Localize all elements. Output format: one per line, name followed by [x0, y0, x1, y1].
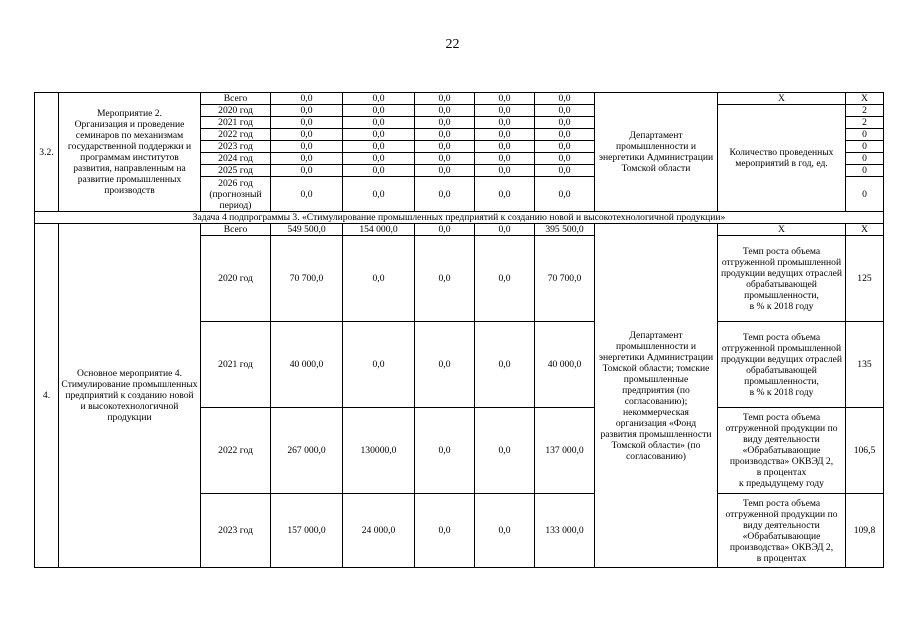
value-cell: 0,0 [535, 117, 595, 129]
year-cell: 2024 год [201, 153, 271, 165]
value-cell: 0,0 [343, 165, 415, 177]
target-cell: 0 [846, 165, 884, 177]
value-cell: 0,0 [271, 117, 343, 129]
year-cell: 2022 год [201, 129, 271, 141]
value-cell: 0,0 [415, 494, 475, 568]
year-cell: 2025 год [201, 165, 271, 177]
value-cell: 0,0 [343, 322, 415, 408]
target-cell: 0 [846, 141, 884, 153]
value-cell: 0,0 [415, 165, 475, 177]
indicator-cell: Темп роста объема отгруженной продукции по виду деятельности «Обрабатывающие производства» ОКВЭД 2, в процентах к предыдущему году [718, 408, 846, 494]
value-cell: 157 000,0 [271, 494, 343, 568]
target-cell: Х [846, 93, 884, 105]
value-cell: 70 700,0 [535, 236, 595, 322]
value-cell: 0,0 [343, 141, 415, 153]
year-cell: 2022 год [201, 408, 271, 494]
value-cell: 0,0 [415, 129, 475, 141]
value-cell: 0,0 [343, 105, 415, 117]
value-cell: 0,0 [535, 141, 595, 153]
value-cell: 0,0 [535, 165, 595, 177]
year-cell: 2020 год [201, 105, 271, 117]
value-cell: 395 500,0 [535, 224, 595, 236]
value-cell: 267 000,0 [271, 408, 343, 494]
value-cell: 40 000,0 [535, 322, 595, 408]
indicator-cell: Х [718, 93, 846, 105]
indicator-cell: Количество проведенных мероприятий в год, ед. [718, 105, 846, 212]
year-cell: 2021 год [201, 322, 271, 408]
target-cell: 2 [846, 105, 884, 117]
value-cell: 0,0 [475, 117, 535, 129]
value-cell: 0,0 [535, 105, 595, 117]
value-cell: 0,0 [343, 93, 415, 105]
value-cell: 0,0 [535, 129, 595, 141]
value-cell: 0,0 [415, 141, 475, 153]
year-cell: Всего [201, 93, 271, 105]
value-cell: 154 000,0 [343, 224, 415, 236]
table-row [35, 224, 884, 236]
row-number: 3.2. [35, 93, 59, 212]
task-heading: Задача 4 подпрограммы 3. «Стимулирование промышленных предприятий к созданию новой и высокотехнологичной продукции» [35, 212, 884, 224]
value-cell: 0,0 [271, 141, 343, 153]
value-cell: 0,0 [535, 177, 595, 212]
table-row [35, 93, 884, 105]
page-number: 22 [445, 37, 460, 52]
value-cell: 0,0 [343, 129, 415, 141]
value-cell: 0,0 [475, 236, 535, 322]
target-cell: 106,5 [846, 408, 884, 494]
value-cell: 0,0 [415, 117, 475, 129]
value-cell: 0,0 [271, 165, 343, 177]
target-cell: 0 [846, 129, 884, 141]
indicator-cell: Темп роста объема отгруженной промышленной продукции ведущих отраслей обрабатывающей промышленности, в % к 2018 году [718, 236, 846, 322]
value-cell: 0,0 [271, 129, 343, 141]
value-cell: 0,0 [475, 322, 535, 408]
value-cell: 0,0 [271, 93, 343, 105]
value-cell: 0,0 [475, 141, 535, 153]
target-cell: 109,8 [846, 494, 884, 568]
target-cell: 135 [846, 322, 884, 408]
value-cell: 133 000,0 [535, 494, 595, 568]
year-cell: 2023 год [201, 494, 271, 568]
value-cell: 0,0 [475, 177, 535, 212]
value-cell: 130000,0 [343, 408, 415, 494]
value-cell: 0,0 [475, 105, 535, 117]
year-cell: 2021 год [201, 117, 271, 129]
value-cell: 0,0 [343, 236, 415, 322]
value-cell: 0,0 [415, 224, 475, 236]
year-cell: 2023 год [201, 141, 271, 153]
value-cell: 0,0 [343, 177, 415, 212]
target-cell: 0 [846, 153, 884, 165]
program-table [34, 92, 884, 568]
value-cell: 0,0 [415, 105, 475, 117]
value-cell: 549 500,0 [271, 224, 343, 236]
value-cell: 0,0 [271, 105, 343, 117]
value-cell: 40 000,0 [271, 322, 343, 408]
value-cell: 0,0 [475, 93, 535, 105]
year-cell: 2026 год (прогнозный период) [201, 177, 271, 212]
value-cell: 70 700,0 [271, 236, 343, 322]
activity-title: Мероприятие 2. Организация и проведение семинаров по механизмам государственной поддержки и программам институтов развития, направленным на развитие промышленных производств [59, 93, 201, 212]
value-cell: 0,0 [475, 129, 535, 141]
value-cell: 0,0 [415, 153, 475, 165]
value-cell: 0,0 [475, 408, 535, 494]
value-cell: 0,0 [535, 153, 595, 165]
value-cell: 0,0 [475, 153, 535, 165]
value-cell: 0,0 [271, 153, 343, 165]
value-cell: 137 000,0 [535, 408, 595, 494]
row-number: 4. [35, 224, 59, 568]
value-cell: 0,0 [343, 153, 415, 165]
target-cell: 125 [846, 236, 884, 322]
value-cell: 0,0 [415, 177, 475, 212]
value-cell: 0,0 [415, 408, 475, 494]
value-cell: 0,0 [343, 117, 415, 129]
value-cell: 0,0 [475, 494, 535, 568]
value-cell: 0,0 [415, 93, 475, 105]
responsible-cell: Департамент промышленности и энергетики Администрации Томской области [595, 93, 718, 212]
year-cell: 2020 год [201, 236, 271, 322]
indicator-cell: Темп роста объема отгруженной продукции по виду деятельности «Обрабатывающие производства» ОКВЭД 2, в процентах [718, 494, 846, 568]
table-row [35, 212, 884, 224]
target-cell: 0 [846, 177, 884, 212]
indicator-cell: Темп роста объема отгруженной промышленной продукции ведущих отраслей обрабатывающей промышленности, в % к 2018 году [718, 322, 846, 408]
value-cell: 0,0 [535, 93, 595, 105]
responsible-cell: Департамент промышленности и энергетики Администрации Томской области; томские промышленные предприятия (по согласованию); некоммерческая организация «Фонд развития промышленности Томской области» (по согласованию) [595, 224, 718, 568]
activity-title: Основное мероприятие 4. Стимулирование промышленных предприятий к созданию новой и высокотехнологичной продукции [59, 224, 201, 568]
value-cell: 0,0 [415, 236, 475, 322]
value-cell: 0,0 [271, 177, 343, 212]
indicator-cell: Х [718, 224, 846, 236]
value-cell: 0,0 [475, 165, 535, 177]
value-cell: 0,0 [415, 322, 475, 408]
value-cell: 24 000,0 [343, 494, 415, 568]
target-cell: 2 [846, 117, 884, 129]
target-cell: Х [846, 224, 884, 236]
year-cell: Всего [201, 224, 271, 236]
value-cell: 0,0 [475, 224, 535, 236]
